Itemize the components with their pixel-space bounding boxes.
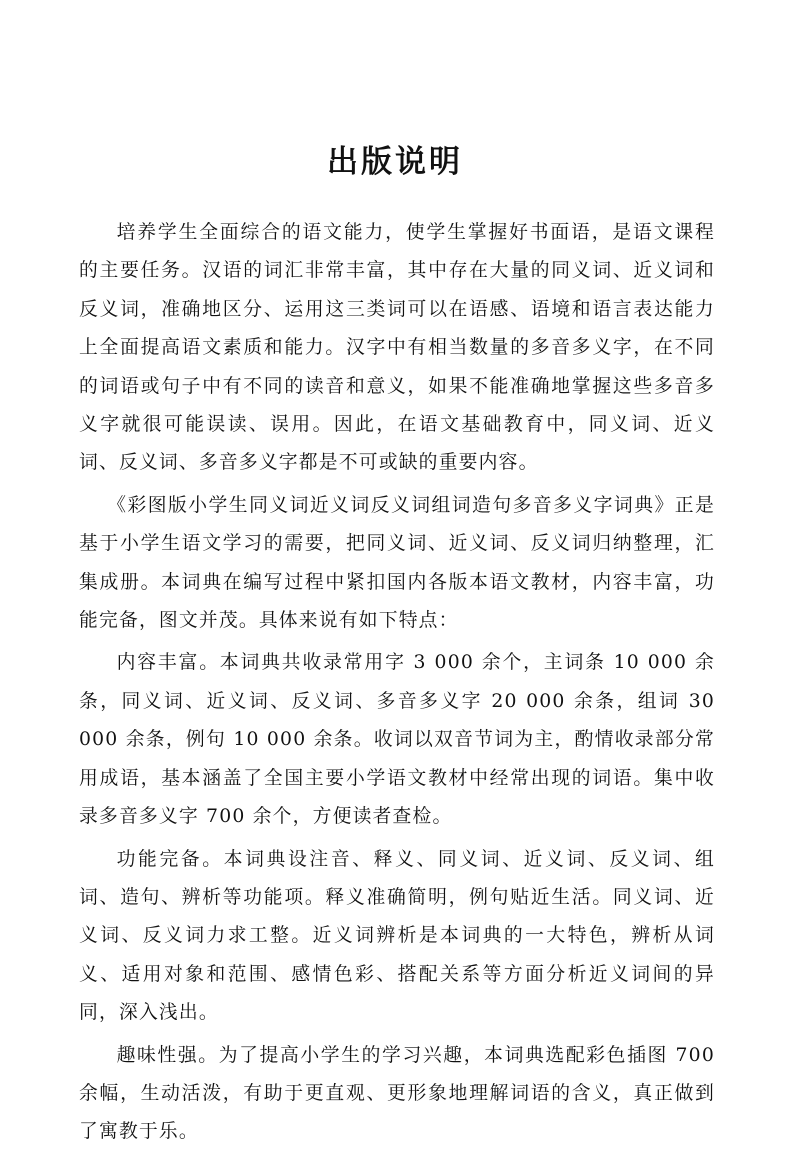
- paragraph-intro: 培养学生全面综合的语文能力，使学生掌握好书面语，是语文课程的主要任务。汉语的词汇非常丰富，其中存在大量的同义词、近义词和反义词，准确地区分、运用这三类词可以在语感、语境和语言表达能力上全面提高语文素质和能力。汉字中有相当数量的多音多义字，在不同的词语或句子中有不同的读音和意义，如果不能准确地掌握这些多音多义字就很可能误读、误用。因此，在语文基础教育中，同义词、近义词、反义词、多音多义字都是不可或缺的重要内容。: [79, 222, 715, 474]
- paragraph-complete-functions: 功能完备。本词典设注音、释义、同义词、近义词、反义词、组词、造句、辨析等功能项。释义准确简明，例句贴近生活。同义词、近义词、反义词力求工整。近义词辨析是本词典的一大特色，辨析从词义、适用对象和范围、感情色彩、搭配关系等方面分析近义词间的异同，深入浅出。: [79, 848, 715, 1024]
- paragraph-dictionary-purpose: 《彩图版小学生同义词近义词反义词组词造句多音多义字词典》正是基于小学生语文学习的需要，把同义词、近义词、反义词归纳整理，汇集成册。本词典在编写过程中紧扣国内各版本语文教材，内容丰富，功能完备，图文并茂。具体来说有如下特点：: [79, 494, 715, 632]
- paragraph-fun: 趣味性强。为了提高小学生的学习兴趣，本词典选配彩色插图 700 余幅，生动活泼，有助于更直观、更形象地理解词语的含义，真正做到了寓教于乐。: [79, 1044, 715, 1143]
- paragraph-rich-content: 内容丰富。本词典共收录常用字 3 000 余个，主词条 10 000 余条，同义词、近义词、反义词、多音多义字 20 000 余条，组词 30 000 余条，例句 10 000 余条。收词以双音节词为主，酌情收录部分常用成语，基本涵盖了全国主要小学语文教材中经常出现的词语。集中收录多音多义字 700 余个，方便读者查检。: [79, 652, 715, 828]
- page-title: 出版说明: [327, 144, 463, 180]
- body-text: [79, 214, 715, 1156]
